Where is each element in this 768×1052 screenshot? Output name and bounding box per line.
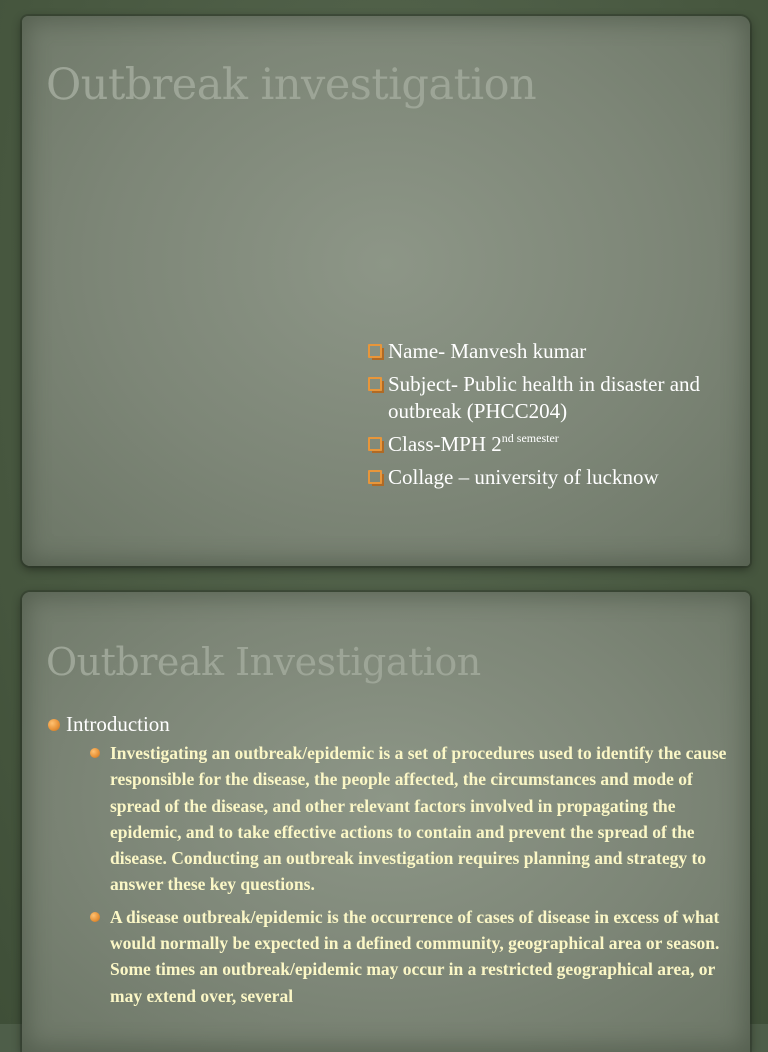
list-item-introduction — [48, 710, 738, 1009]
item-text: Subject- Public health in disaster and outbreak (PHCC204) — [388, 372, 701, 423]
superscript: nd semester — [501, 431, 559, 445]
item-text: Name- Manvesh kumar — [388, 339, 587, 363]
paragraph-text: A disease outbreak/epidemic is the occurrence of cases of disease in excess of what would normally be expected in a defined community, geographical area or season. Some times an outbreak/epidemic may occur in a restricted geographical area, or may extend over, several — [110, 906, 720, 1006]
item-text: Class-MPH 2 — [388, 432, 502, 456]
orange-dot-icon — [48, 719, 60, 731]
list-item-name — [366, 338, 736, 365]
square-bullet-icon — [368, 470, 382, 484]
square-bullet-icon — [368, 344, 382, 358]
slide-2 — [22, 592, 750, 1052]
list-item-subject — [366, 371, 736, 425]
info-list — [366, 338, 736, 497]
sub-list — [66, 740, 738, 1009]
paragraph-text: Investigating an outbreak/epidemic is a set of procedures used to identify the cause responsible for the disease, the people affected, the circumstances and mode of spread of the disease, and other relevant factors involved in propagating the epidemic, and to take effective actions to contain and prevent the spread of the disease. Conducting an outbreak investigation requires planning and strategy to answer these key questions. — [110, 743, 727, 895]
slide-1 — [22, 16, 750, 566]
slide-title: Outbreak investigation — [46, 60, 537, 110]
orange-dot-icon — [90, 912, 100, 922]
square-bullet-icon — [368, 377, 382, 391]
item-text: Collage – university of lucknow — [388, 465, 659, 489]
sub-list-item — [66, 904, 738, 1009]
list-item-college — [366, 464, 736, 491]
content-list — [48, 710, 738, 1015]
orange-dot-icon — [90, 748, 100, 758]
square-bullet-icon — [368, 437, 382, 451]
list-item-class — [366, 431, 736, 458]
sub-list-item — [66, 740, 738, 898]
section-heading: Introduction — [66, 712, 170, 736]
slide-title: Outbreak Investigation — [46, 640, 481, 684]
